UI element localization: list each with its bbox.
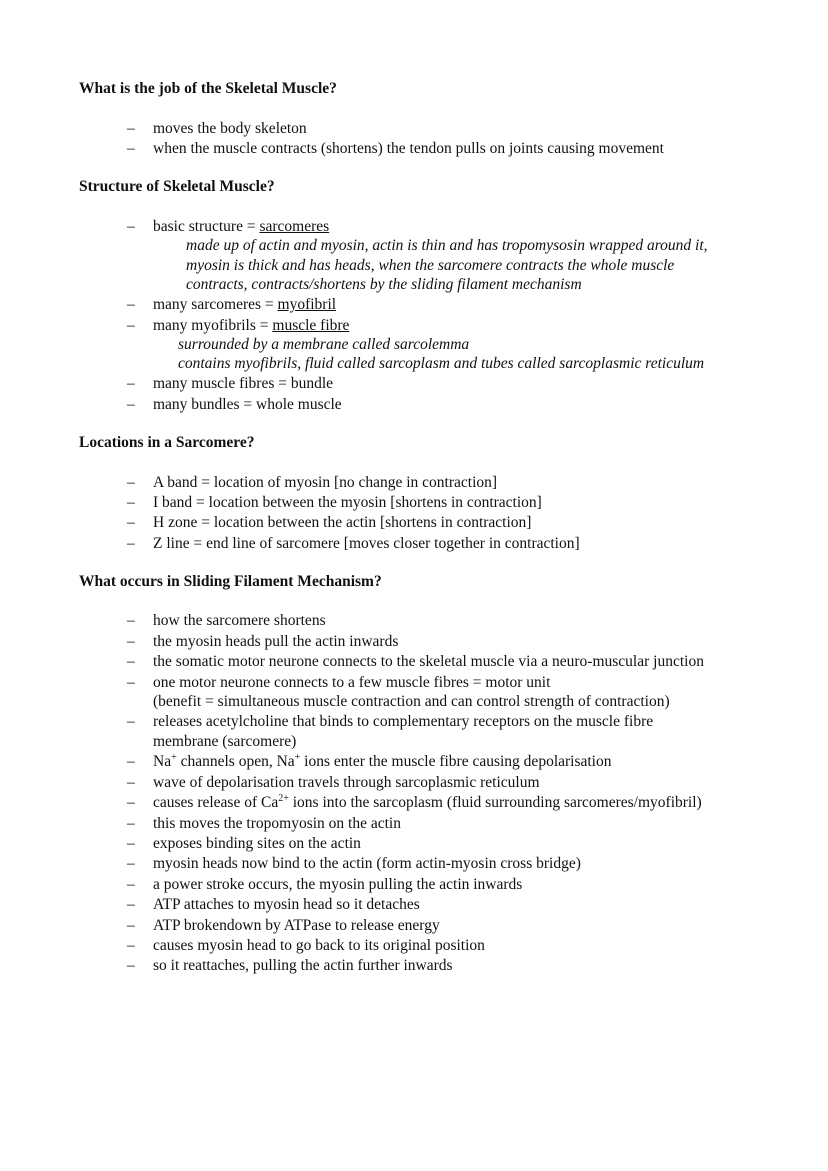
section-heading: Structure of Skeletal Muscle? (79, 178, 275, 195)
list-item: myosin heads now bind to the actin (form actin-myosin cross bridge) (153, 855, 581, 872)
bullet-dash: – (127, 835, 135, 852)
item-text-post: ions into the sarcoplasm (fluid surrounding sarcomeres/myofibril) (288, 794, 702, 811)
bullet-dash: – (127, 957, 135, 974)
list-item: the myosin heads pull the actin inwards (153, 633, 399, 650)
list-item: I band = location between the myosin [shortens in contraction] (153, 494, 542, 511)
section-heading: Locations in a Sarcomere? (79, 434, 255, 451)
bullet-dash: – (127, 917, 135, 934)
bullet-dash: – (127, 855, 135, 872)
item-text-pre: Na (153, 753, 172, 770)
item-note: myosin is thick and has heads, when the sarcomere contracts the whole muscle (186, 257, 675, 274)
list-item (153, 316, 349, 336)
bullet-dash: – (127, 753, 135, 770)
bullet-dash: – (127, 140, 135, 157)
superscript: 2+ (278, 792, 289, 804)
item-note: contracts, contracts/shortens by the sliding filament mechanism (186, 276, 582, 293)
bullet-dash: – (127, 218, 135, 235)
list-item (153, 793, 702, 813)
bullet-dash: – (127, 375, 135, 392)
list-item (153, 295, 336, 315)
item-note: made up of actin and myosin, actin is thin and has tropomysosin wrapped around it, (186, 237, 708, 254)
bullet-dash: – (127, 494, 135, 511)
list-item: Z line = end line of sarcomere [moves closer together in contraction] (153, 535, 580, 552)
list-item: the somatic motor neurone connects to the skeletal muscle via a neuro-muscular junction (153, 653, 704, 670)
list-item-continuation: (benefit = simultaneous muscle contraction and can control strength of contraction) (153, 693, 670, 710)
list-item-continuation: membrane (sarcomere) (153, 733, 297, 750)
item-prefix: basic structure = (153, 218, 260, 235)
bullet-dash: – (127, 474, 135, 491)
list-item: this moves the tropomyosin on the actin (153, 815, 401, 832)
item-term: myofibril (277, 296, 337, 313)
list-item: releases acetylcholine that binds to complementary receptors on the muscle fibre (153, 713, 654, 730)
list-item: ATP attaches to myosin head so it detaches (153, 896, 420, 913)
bullet-dash: – (127, 876, 135, 893)
bullet-dash: – (127, 815, 135, 832)
bullet-dash: – (127, 317, 135, 334)
superscript: + (294, 751, 301, 763)
bullet-dash: – (127, 120, 135, 137)
bullet-dash: – (127, 633, 135, 650)
bullet-dash: – (127, 937, 135, 954)
list-item: wave of depolarisation travels through sarcoplasmic reticulum (153, 774, 540, 791)
list-item: causes myosin head to go back to its original position (153, 937, 485, 954)
item-note: surrounded by a membrane called sarcolemma (178, 336, 470, 353)
list-item: how the sarcomere shortens (153, 612, 326, 629)
bullet-dash: – (127, 296, 135, 313)
item-note: contains myofibrils, fluid called sarcoplasm and tubes called sarcoplasmic reticulum (178, 355, 705, 372)
list-item: moves the body skeleton (153, 120, 307, 137)
item-term: muscle fibre (272, 317, 350, 334)
list-item: ATP brokendown by ATPase to release energy (153, 917, 440, 934)
bullet-dash: – (127, 653, 135, 670)
list-item: many muscle fibres = bundle (153, 375, 334, 392)
bullet-dash: – (127, 514, 135, 531)
list-item: when the muscle contracts (shortens) the tendon pulls on joints causing movement (153, 140, 664, 157)
section-heading: What occurs in Sliding Filament Mechanism? (79, 573, 382, 590)
bullet-dash: – (127, 713, 135, 730)
list-item: many bundles = whole muscle (153, 396, 342, 413)
bullet-dash: – (127, 774, 135, 791)
list-item (153, 217, 329, 237)
item-prefix: many sarcomeres = (153, 296, 278, 313)
item-text-mid: channels open, Na (176, 753, 295, 770)
bullet-dash: – (127, 794, 135, 811)
list-item: one motor neurone connects to a few muscle fibres = motor unit (153, 674, 551, 691)
list-item: A band = location of myosin [no change in contraction] (153, 474, 498, 491)
bullet-dash: – (127, 896, 135, 913)
item-prefix: many myofibrils = (153, 317, 273, 334)
bullet-dash: – (127, 612, 135, 629)
bullet-dash: – (127, 674, 135, 691)
item-term: sarcomeres (259, 218, 330, 235)
item-text-post: ions enter the muscle fibre causing depolarisation (300, 753, 612, 770)
section-heading: What is the job of the Skeletal Muscle? (79, 80, 337, 97)
list-item: so it reattaches, pulling the actin further inwards (153, 957, 453, 974)
superscript: + (171, 751, 177, 763)
bullet-dash: – (127, 535, 135, 552)
list-item: exposes binding sites on the actin (153, 835, 361, 852)
list-item (153, 752, 612, 772)
bullet-dash: – (127, 396, 135, 413)
item-text-pre: causes release of Ca (153, 794, 279, 811)
list-item: a power stroke occurs, the myosin pulling the actin inwards (153, 876, 523, 893)
list-item: H zone = location between the actin [shortens in contraction] (153, 514, 532, 531)
